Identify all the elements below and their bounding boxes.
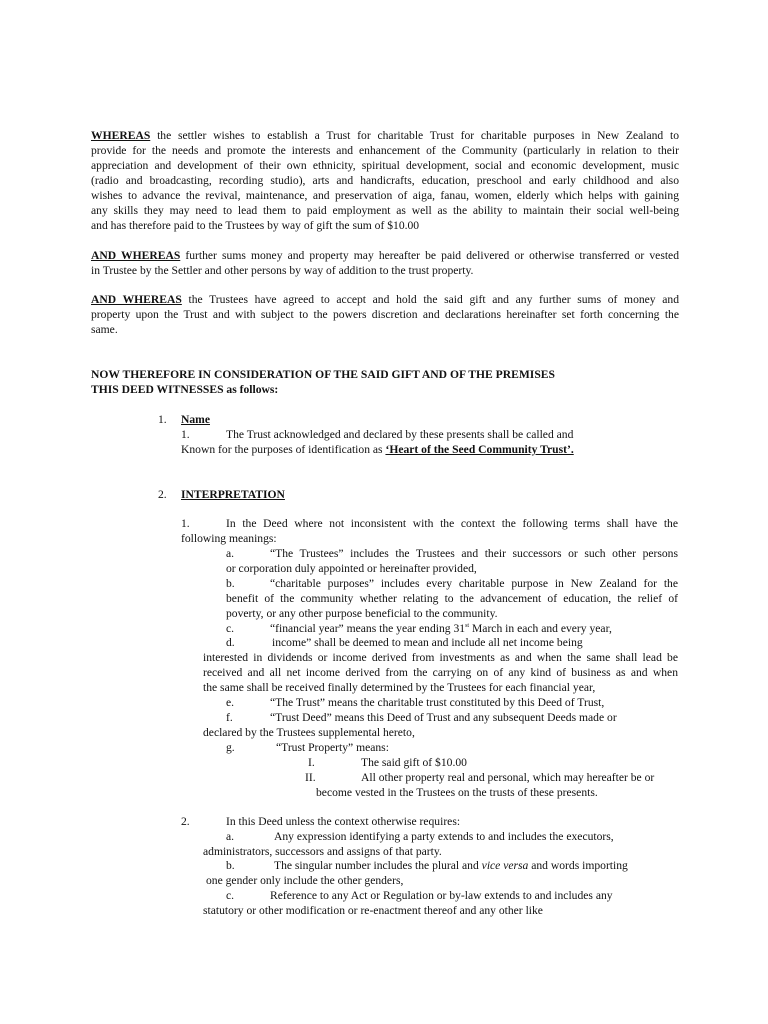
- clause-2-2-a-label: a.: [226, 830, 235, 843]
- section-2-number: 2.: [158, 488, 167, 501]
- and-whereas-1-line-1: AND WHEREAS further sums money and property may hereafter be paid delivered or otherwise transferred or vested: [91, 249, 680, 262]
- whereas-keyword: WHEREAS: [91, 129, 151, 142]
- and-whereas-keyword: AND WHEREAS: [91, 293, 182, 306]
- roman-ii-line-1: All other property real and personal, which may hereafter be or: [361, 771, 655, 784]
- whereas-line-5: wishes to advance the revival, maintenance, and preservation of aiga, fanau, women, elderly which helps with gaining: [91, 189, 679, 202]
- and-whereas-2-line-2: property upon the Trust and with subject to the powers discretion and declarations hereinafter set forth concerning the: [91, 308, 679, 321]
- section-1-line-1: The Trust acknowledged and declared by these presents shall be called and: [226, 428, 574, 441]
- roman-ii-line-2: become vested in the Trustees on the trusts of these presents.: [316, 786, 598, 799]
- now-therefore-heading-line-2: THIS DEED WITNESSES as follows:: [91, 383, 279, 396]
- item-e-label: e.: [226, 696, 235, 709]
- and-whereas-keyword: AND WHEREAS: [91, 249, 181, 262]
- whereas-line-7: and has therefore paid to the Trustees by way of gift the sum of $10.00: [91, 219, 420, 232]
- item-a-label: a.: [226, 547, 235, 560]
- item-b-line-1: “charitable purposes” includes every charitable purpose in New Zealand for the: [270, 577, 678, 590]
- whereas-paragraph: [91, 128, 679, 233]
- section-2-heading: INTERPRETATION: [181, 488, 285, 501]
- item-a-line-2: or corporation duly appointed or hereinafter provided,: [226, 562, 477, 575]
- item-f-line-2: declared by the Trustees supplemental hereto,: [203, 726, 415, 739]
- clause-2-2-a-line-1: Any expression identifying a party extends to and includes the executors,: [274, 830, 614, 843]
- section-1-sub-number: 1.: [181, 428, 190, 441]
- clause-2-1-number: 1.: [181, 517, 190, 530]
- item-c-label: c.: [226, 622, 235, 635]
- item-f-label: f.: [226, 711, 233, 724]
- whereas-line-2: provide for the needs and promote the interests and enhancement of the Community (particularly in relation to their: [91, 144, 679, 157]
- item-d-line-3: received and all net income derived from the carrying on of any kind of business as and when: [203, 666, 678, 679]
- trust-name: ‘Heart of the Seed Community Trust’.: [385, 443, 574, 456]
- item-b-line-2: benefit of the community whether relating to the advancement of education, the relief of: [226, 592, 678, 605]
- clause-2-2-c-line-2: statutory or other modification or re-enactment thereof and any other like: [203, 904, 543, 917]
- item-e-line-1: “The Trust” means the charitable trust constituted by this Deed of Trust,: [270, 696, 605, 709]
- item-d-label: d.: [226, 636, 235, 649]
- section-1-heading: Name: [181, 413, 210, 426]
- and-whereas-1-line-2: in Trustee by the Settler and other persons by way of addition to the trust property.: [91, 264, 474, 277]
- and-whereas-2-line-1: AND WHEREAS the Trustees have agreed to accept and hold the said gift and any further sums of money and: [91, 293, 680, 306]
- item-b-line-3: poverty, or any other purpose beneficial to the community.: [226, 607, 498, 620]
- item-c-line-1: “financial year” means the year ending 31st March in each and every year,: [270, 622, 612, 635]
- section-1-line-2: Known for the purposes of identification as ‘Heart of the Seed Community Trust’.: [181, 443, 574, 456]
- clause-2-2-c-label: c.: [226, 889, 235, 902]
- whereas-line-3: appreciation and development of their own ethnicity, spiritual development, social and economic development, music: [91, 159, 679, 172]
- item-d-line-1: income” shall be deemed to mean and include all net income being: [272, 636, 583, 649]
- clause-2-2-number: 2.: [181, 815, 190, 828]
- roman-i-text: The said gift of $10.00: [361, 756, 467, 769]
- clause-2-1-line-1: In the Deed where not inconsistent with the context the following terms shall have the: [226, 517, 678, 530]
- item-g-line-1: “Trust Property” means:: [276, 741, 389, 754]
- and-whereas-paragraph-1: [91, 248, 679, 278]
- and-whereas-paragraph-2: [91, 292, 679, 337]
- section-1-number: 1.: [158, 413, 167, 426]
- whereas-line-1: WHEREAS the settler wishes to establish a Trust for charitable Trust for charitable purposes in New Zealand to: [91, 129, 679, 142]
- item-d-line-2: interested in dividends or income derived from investments as and when the same shall lead be: [203, 651, 678, 664]
- clause-2-2-b-line-2: one gender only include the other genders,: [206, 874, 404, 887]
- roman-i-label: I.: [308, 756, 315, 769]
- clause-2-2-b-line-1: The singular number includes the plural and vice versa and words importing: [274, 859, 628, 872]
- clause-2-2-a-line-2: administrators, successors and assigns of that party.: [203, 845, 442, 858]
- clause-2-1-line-2: following meanings:: [181, 532, 277, 545]
- now-therefore-heading-line-1: NOW THEREFORE IN CONSIDERATION OF THE SAID GIFT AND OF THE PREMISES: [91, 368, 555, 381]
- and-whereas-2-line-3: same.: [91, 323, 118, 336]
- item-g-label: g.: [226, 741, 235, 754]
- item-b-label: b.: [226, 577, 235, 590]
- clause-2-2-c-line-1: Reference to any Act or Regulation or by-law extends to and includes any: [270, 889, 613, 902]
- item-d-line-4: the same shall be received finally determined by the Trustees for each financial year,: [203, 681, 596, 694]
- roman-ii-label: II.: [305, 771, 316, 784]
- whereas-line-4: (radio and broadcasting, recording studio), arts and handicrafts, education, preschool and early childhood and also: [91, 174, 679, 187]
- clause-2-2-b-label: b.: [226, 859, 235, 872]
- item-f-line-1: “Trust Deed” means this Deed of Trust and any subsequent Deeds made or: [270, 711, 617, 724]
- clause-2-2-line-1: In this Deed unless the context otherwise requires:: [226, 815, 461, 828]
- whereas-line-6: any skills they may need to lead them to paid employment as well as the ability to maintain their social well-being: [91, 204, 679, 217]
- item-a-line-1: “The Trustees” includes the Trustees and their successors or such other persons: [270, 547, 678, 560]
